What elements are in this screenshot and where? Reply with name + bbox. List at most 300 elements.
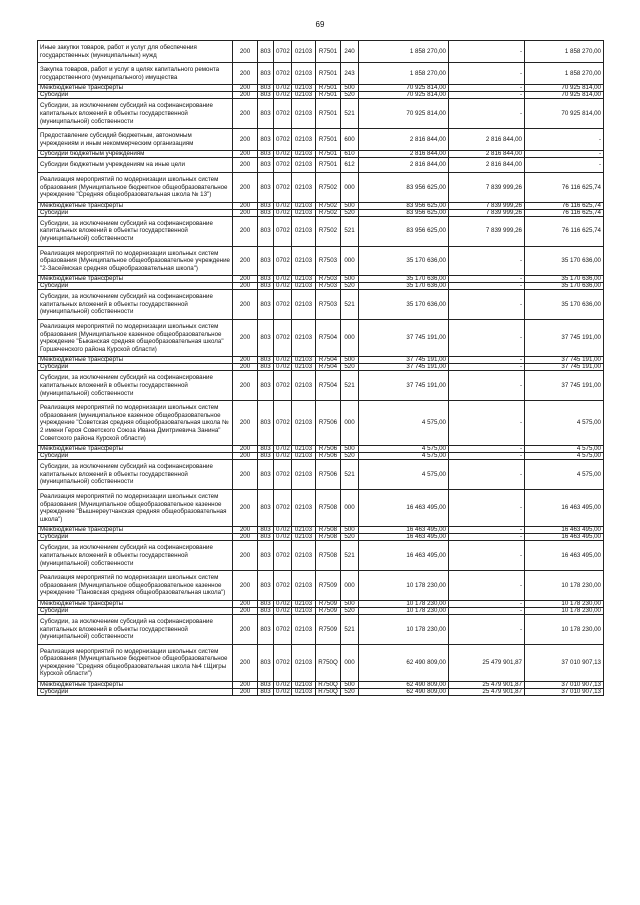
target-code: R7506 [316,453,341,460]
admin-code: 200 [233,209,258,216]
table-row [38,364,604,371]
section-code: 803 [258,401,274,446]
target-code: R7501 [316,92,341,99]
amount-column-2: 7 839 999,26 [449,202,525,209]
program-code: 02103 [292,401,316,446]
row-description: Реализация мероприятий по модернизации школьных систем образования (Муниципальное бюджетное общеобразовательное учреждение "Средняя общеобразовательная школа №4 г.Щигры Курской области") [38,644,233,681]
target-code: R7502 [316,202,341,209]
table-row [38,571,604,601]
amount-total: 35 170 636,00 [359,283,449,290]
admin-code: 200 [233,158,258,173]
row-description: Субсидии [38,453,233,460]
admin-code: 200 [233,276,258,283]
amount-total: 2 816 844,00 [359,158,449,173]
amount-total: 83 956 625,00 [359,209,449,216]
table-row [38,246,604,276]
target-code: R7503 [316,246,341,276]
subsection-code: 0702 [274,92,292,99]
amount-column-3: 70 925 814,00 [525,92,604,99]
expense-type-code: 520 [341,607,359,614]
target-code: R7501 [316,41,341,63]
row-description: Субсидии, за исключением субсидий на софинансирование капитальных вложений в объекты государственной (муниципальной) собственности [38,99,233,129]
amount-column-2: - [449,357,525,364]
amount-column-2: - [449,290,525,320]
row-description: Межбюджетные трансферты [38,202,233,209]
amount-column-2: 2 816 844,00 [449,129,525,151]
target-code: R750Q [316,644,341,681]
expense-type-code: 000 [341,571,359,601]
amount-total: 70 925 814,00 [359,85,449,92]
amount-total: 37 745 191,00 [359,371,449,401]
table-row [38,209,604,216]
subsection-code: 0702 [274,453,292,460]
amount-total: 37 745 191,00 [359,320,449,357]
section-code: 803 [258,320,274,357]
amount-column-3: 35 170 636,00 [525,246,604,276]
expense-type-code: 500 [341,600,359,607]
table-row [38,158,604,173]
program-code: 02103 [292,607,316,614]
table-row [38,290,604,320]
admin-code: 200 [233,571,258,601]
table-row [38,320,604,357]
amount-total: 70 925 814,00 [359,92,449,99]
program-code: 02103 [292,600,316,607]
subsection-code: 0702 [274,460,292,490]
target-code: R7506 [316,446,341,453]
target-code: R7506 [316,460,341,490]
section-code: 803 [258,689,274,696]
table-row [38,172,604,202]
amount-column-3: 70 925 814,00 [525,99,604,129]
expense-type-code: 243 [341,63,359,85]
row-description: Субсидии [38,534,233,541]
amount-column-3: 16 463 495,00 [525,541,604,571]
amount-total: 62 490 809,00 [359,689,449,696]
table-row [38,276,604,283]
section-code: 803 [258,63,274,85]
section-code: 803 [258,283,274,290]
amount-column-3: 37 745 191,00 [525,357,604,364]
table-row [38,644,604,681]
program-code: 02103 [292,99,316,129]
table-row [38,202,604,209]
amount-total: 35 170 636,00 [359,246,449,276]
budget-table-body [38,41,604,696]
amount-column-3: 10 178 230,00 [525,600,604,607]
admin-code: 200 [233,401,258,446]
amount-column-3: 37 745 191,00 [525,320,604,357]
row-description: Межбюджетные трансферты [38,527,233,534]
section-code: 803 [258,527,274,534]
row-description: Реализация мероприятий по модернизации школьных систем образования (Муниципальное бюджетное общеобразовательное учреждение "Средняя общеобразовательная школа № 13") [38,172,233,202]
row-description: Субсидии, за исключением субсидий на софинансирование капитальных вложений в объекты государственной (муниципальной) собственности [38,541,233,571]
section-code: 803 [258,371,274,401]
row-description: Субсидии, за исключением субсидий на софинансирование капитальных вложений в объекты государственной (муниципальной) собственности [38,290,233,320]
row-description: Реализация мероприятий по модернизации школьных систем образования (Муниципальное общеобразовательное учреждение "2-Засеймская средняя общеобразовательная школа") [38,246,233,276]
amount-column-3: 16 463 495,00 [525,534,604,541]
table-row [38,541,604,571]
program-code: 02103 [292,202,316,209]
subsection-code: 0702 [274,371,292,401]
expense-type-code: 520 [341,283,359,290]
program-code: 02103 [292,527,316,534]
table-row [38,682,604,689]
expense-type-code: 521 [341,290,359,320]
admin-code: 200 [233,85,258,92]
row-description: Предоставление субсидий бюджетным, автономным учреждениям и иным некоммерческим организациям [38,129,233,151]
target-code: R7506 [316,401,341,446]
subsection-code: 0702 [274,689,292,696]
admin-code: 200 [233,246,258,276]
subsection-code: 0702 [274,534,292,541]
section-code: 803 [258,276,274,283]
expense-type-code: 500 [341,446,359,453]
expense-type-code: 500 [341,357,359,364]
table-row [38,92,604,99]
amount-column-2: 25 479 901,87 [449,682,525,689]
section-code: 803 [258,290,274,320]
section-code: 803 [258,246,274,276]
program-code: 02103 [292,571,316,601]
expense-type-code: 521 [341,216,359,246]
target-code: R7504 [316,357,341,364]
amount-column-3: 37 010 907,13 [525,644,604,681]
subsection-code: 0702 [274,290,292,320]
program-code: 02103 [292,460,316,490]
program-code: 02103 [292,453,316,460]
expense-type-code: 000 [341,644,359,681]
program-code: 02103 [292,246,316,276]
target-code: R7509 [316,571,341,601]
amount-column-2: - [449,489,525,526]
amount-total: 83 956 625,00 [359,216,449,246]
section-code: 803 [258,534,274,541]
target-code: R7508 [316,489,341,526]
amount-column-2: 2 816 844,00 [449,151,525,158]
expense-type-code: 240 [341,41,359,63]
table-row [38,129,604,151]
amount-column-3: 37 745 191,00 [525,371,604,401]
row-description: Субсидии [38,283,233,290]
amount-total: 62 490 809,00 [359,644,449,681]
amount-column-3: 16 463 495,00 [525,527,604,534]
amount-column-2: 25 479 901,87 [449,689,525,696]
subsection-code: 0702 [274,151,292,158]
row-description: Субсидии, за исключением субсидий на софинансирование капитальных вложений в объекты государственной (муниципальной) собственности [38,460,233,490]
program-code: 02103 [292,644,316,681]
target-code: R7501 [316,129,341,151]
amount-column-3: - [525,129,604,151]
row-description: Межбюджетные трансферты [38,446,233,453]
row-description: Иные закупки товаров, работ и услуг для обеспечения государственных (муниципальных) нужд [38,41,233,63]
target-code: R750Q [316,682,341,689]
amount-column-2: - [449,41,525,63]
amount-column-3: 10 178 230,00 [525,607,604,614]
subsection-code: 0702 [274,129,292,151]
admin-code: 200 [233,682,258,689]
row-description: Межбюджетные трансферты [38,85,233,92]
row-description: Межбюджетные трансферты [38,600,233,607]
expense-type-code: 500 [341,276,359,283]
amount-total: 1 858 270,00 [359,63,449,85]
amount-total: 35 170 636,00 [359,276,449,283]
table-row [38,446,604,453]
target-code: R7504 [316,320,341,357]
amount-column-2: - [449,401,525,446]
amount-column-2: - [449,63,525,85]
amount-column-3: - [525,158,604,173]
amount-column-3: 10 178 230,00 [525,614,604,644]
program-code: 02103 [292,290,316,320]
table-row [38,401,604,446]
row-description: Реализация мероприятий по модернизации школьных систем образования (Муниципальное казенное общеобразовательное учреждение "Быканская средняя общеобразовательная школа" Горшеченского района Курской области) [38,320,233,357]
program-code: 02103 [292,158,316,173]
amount-total: 37 745 191,00 [359,357,449,364]
section-code: 803 [258,541,274,571]
table-row [38,534,604,541]
table-row [38,216,604,246]
expense-type-code: 520 [341,209,359,216]
amount-column-2: 7 839 999,26 [449,216,525,246]
subsection-code: 0702 [274,63,292,85]
program-code: 02103 [292,41,316,63]
row-description: Субсидии бюджетным учреждениям на иные цели [38,158,233,173]
admin-code: 200 [233,489,258,526]
program-code: 02103 [292,276,316,283]
section-code: 803 [258,453,274,460]
subsection-code: 0702 [274,158,292,173]
table-row [38,41,604,63]
amount-column-2: - [449,371,525,401]
amount-column-3: 4 575,00 [525,460,604,490]
table-row [38,357,604,364]
expense-type-code: 520 [341,453,359,460]
amount-column-2: - [449,446,525,453]
target-code: R7509 [316,600,341,607]
subsection-code: 0702 [274,489,292,526]
amount-total: 70 925 814,00 [359,99,449,129]
amount-column-3: 1 858 270,00 [525,63,604,85]
expense-type-code: 612 [341,158,359,173]
expense-type-code: 000 [341,320,359,357]
subsection-code: 0702 [274,527,292,534]
program-code: 02103 [292,320,316,357]
subsection-code: 0702 [274,682,292,689]
table-row [38,614,604,644]
subsection-code: 0702 [274,320,292,357]
amount-total: 2 816 844,00 [359,151,449,158]
amount-column-3: 37 745 191,00 [525,364,604,371]
row-description: Субсидии, за исключением субсидий на софинансирование капитальных вложений в объекты государственной (муниципальной) собственности [38,216,233,246]
table-row [38,489,604,526]
admin-code: 200 [233,320,258,357]
amount-column-3: 37 010 907,13 [525,689,604,696]
target-code: R7509 [316,614,341,644]
section-code: 803 [258,357,274,364]
table-row [38,453,604,460]
admin-code: 200 [233,41,258,63]
target-code: R7508 [316,534,341,541]
amount-column-2: - [449,571,525,601]
amount-column-3: 76 116 625,74 [525,172,604,202]
amount-total: 35 170 636,00 [359,290,449,320]
section-code: 803 [258,85,274,92]
program-code: 02103 [292,85,316,92]
section-code: 803 [258,92,274,99]
amount-column-2: - [449,246,525,276]
amount-column-3: 35 170 636,00 [525,283,604,290]
program-code: 02103 [292,541,316,571]
target-code: R7503 [316,283,341,290]
expense-type-code: 520 [341,689,359,696]
row-description: Закупка товаров, работ и услуг в целях капитального ремонта государственного (муниципального) имущества [38,63,233,85]
amount-column-3: 37 010 907,13 [525,682,604,689]
program-code: 02103 [292,489,316,526]
expense-type-code: 500 [341,527,359,534]
section-code: 803 [258,209,274,216]
subsection-code: 0702 [274,600,292,607]
program-code: 02103 [292,129,316,151]
subsection-code: 0702 [274,202,292,209]
subsection-code: 0702 [274,644,292,681]
amount-column-3: 10 178 230,00 [525,571,604,601]
expense-type-code: 500 [341,682,359,689]
section-code: 803 [258,364,274,371]
amount-column-3: 16 463 495,00 [525,489,604,526]
target-code: R7503 [316,276,341,283]
subsection-code: 0702 [274,276,292,283]
subsection-code: 0702 [274,364,292,371]
amount-total: 83 956 625,00 [359,172,449,202]
amount-column-2: - [449,92,525,99]
target-code: R7501 [316,85,341,92]
row-description: Субсидии, за исключением субсидий на софинансирование капитальных вложений в объекты государственной (муниципальной) собственности [38,371,233,401]
row-description: Реализация мероприятий по модернизации школьных систем образования (Муниципальное общеобразовательное казенное учреждение "Вышнереутчанская средняя общеобразовательная школа") [38,489,233,526]
table-row [38,607,604,614]
page-number: 69 [315,20,325,29]
program-code: 02103 [292,446,316,453]
amount-total: 62 490 809,00 [359,682,449,689]
amount-total: 37 745 191,00 [359,364,449,371]
program-code: 02103 [292,689,316,696]
row-description: Реализация мероприятий по модернизации школьных систем образования (Муниципальное общеобразовательное казенное учреждение "Пановская средняя общеобразовательная школа") [38,571,233,601]
row-description: Субсидии [38,92,233,99]
expense-type-code: 500 [341,85,359,92]
amount-column-2: - [449,85,525,92]
expense-type-code: 521 [341,460,359,490]
target-code: R7504 [316,371,341,401]
admin-code: 200 [233,534,258,541]
section-code: 803 [258,607,274,614]
amount-column-2: - [449,320,525,357]
row-description: Субсидии [38,364,233,371]
admin-code: 200 [233,446,258,453]
amount-column-2: 25 479 901,87 [449,644,525,681]
amount-total: 83 956 625,00 [359,202,449,209]
expense-type-code: 610 [341,151,359,158]
admin-code: 200 [233,129,258,151]
table-row [38,151,604,158]
expense-type-code: 500 [341,202,359,209]
amount-column-2: - [449,453,525,460]
target-code: R7509 [316,607,341,614]
program-code: 02103 [292,172,316,202]
target-code: R7508 [316,541,341,571]
amount-column-3: 76 116 625,74 [525,216,604,246]
admin-code: 200 [233,92,258,99]
admin-code: 200 [233,290,258,320]
target-code: R7501 [316,63,341,85]
section-code: 803 [258,151,274,158]
amount-column-2: - [449,600,525,607]
amount-column-3: 35 170 636,00 [525,276,604,283]
admin-code: 200 [233,99,258,129]
admin-code: 200 [233,527,258,534]
amount-total: 2 816 844,00 [359,129,449,151]
section-code: 803 [258,41,274,63]
section-code: 803 [258,99,274,129]
target-code: R7503 [316,290,341,320]
program-code: 02103 [292,92,316,99]
subsection-code: 0702 [274,85,292,92]
section-code: 803 [258,172,274,202]
amount-column-2: - [449,276,525,283]
subsection-code: 0702 [274,216,292,246]
table-row [38,99,604,129]
amount-total: 16 463 495,00 [359,534,449,541]
expense-type-code: 521 [341,541,359,571]
section-code: 803 [258,489,274,526]
table-row [38,600,604,607]
admin-code: 200 [233,614,258,644]
admin-code: 200 [233,453,258,460]
amount-column-3: 4 575,00 [525,401,604,446]
subsection-code: 0702 [274,401,292,446]
admin-code: 200 [233,172,258,202]
expense-type-code: 520 [341,534,359,541]
admin-code: 200 [233,63,258,85]
target-code: R7502 [316,209,341,216]
admin-code: 200 [233,689,258,696]
expense-type-code: 000 [341,246,359,276]
amount-total: 10 178 230,00 [359,571,449,601]
amount-column-3: 70 925 814,00 [525,85,604,92]
expense-type-code: 600 [341,129,359,151]
expense-type-code: 521 [341,614,359,644]
program-code: 02103 [292,209,316,216]
amount-total: 10 178 230,00 [359,600,449,607]
subsection-code: 0702 [274,209,292,216]
amount-column-2: - [449,99,525,129]
section-code: 803 [258,614,274,644]
admin-code: 200 [233,364,258,371]
amount-column-3: 35 170 636,00 [525,290,604,320]
program-code: 02103 [292,364,316,371]
target-code: R7502 [316,172,341,202]
table-row [38,689,604,696]
amount-total: 16 463 495,00 [359,489,449,526]
admin-code: 200 [233,283,258,290]
program-code: 02103 [292,371,316,401]
subsection-code: 0702 [274,541,292,571]
amount-column-2: - [449,607,525,614]
amount-column-2: - [449,541,525,571]
subsection-code: 0702 [274,607,292,614]
program-code: 02103 [292,682,316,689]
admin-code: 200 [233,600,258,607]
expense-type-code: 520 [341,364,359,371]
